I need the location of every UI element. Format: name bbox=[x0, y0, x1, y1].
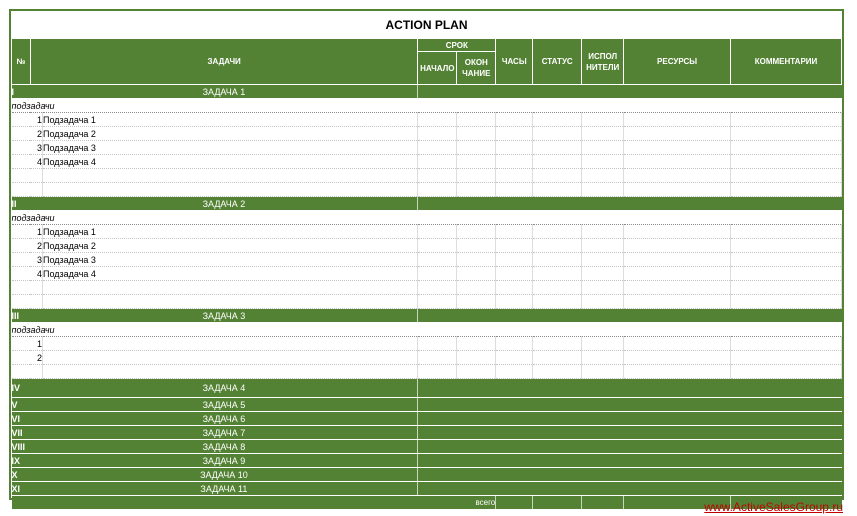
subtask-cell[interactable] bbox=[418, 169, 457, 183]
subtasks-caption: подзадачи bbox=[12, 323, 842, 337]
subtask-cell[interactable] bbox=[731, 337, 842, 351]
subtask-cell[interactable] bbox=[533, 183, 582, 197]
subtask-spacer bbox=[12, 281, 31, 295]
subtask-index bbox=[30, 295, 42, 309]
subtask-spacer bbox=[12, 225, 31, 239]
subtask-cell[interactable] bbox=[533, 225, 582, 239]
task-name: ЗАДАЧА 7 bbox=[30, 426, 417, 440]
subtask-cell[interactable] bbox=[624, 225, 731, 239]
task-row bbox=[12, 454, 842, 468]
subtask-index: 2 bbox=[30, 239, 42, 253]
subtask-spacer bbox=[12, 253, 31, 267]
subtask-row bbox=[12, 337, 842, 351]
task-name: ЗАДАЧА 8 bbox=[30, 440, 417, 454]
task-data-cells[interactable] bbox=[418, 426, 842, 440]
task-row bbox=[12, 398, 842, 412]
task-number: I bbox=[12, 85, 31, 99]
subtask-cell[interactable] bbox=[418, 155, 457, 169]
subtask-row bbox=[12, 351, 842, 365]
subtask-cell[interactable] bbox=[418, 183, 457, 197]
subtask-cell[interactable] bbox=[457, 183, 496, 197]
subtask-index bbox=[30, 281, 42, 295]
subtask-cell[interactable] bbox=[418, 253, 457, 267]
subtask-cell[interactable] bbox=[496, 141, 533, 155]
col-header-status: СТАТУС bbox=[533, 39, 582, 85]
subtask-label[interactable]: Подзадача 1 bbox=[42, 113, 417, 127]
subtask-spacer bbox=[12, 127, 31, 141]
subtask-cell[interactable] bbox=[418, 113, 457, 127]
task-data-cells[interactable] bbox=[418, 440, 842, 454]
subtask-cell[interactable] bbox=[624, 295, 731, 309]
subtask-cell[interactable] bbox=[457, 225, 496, 239]
subtask-spacer bbox=[12, 351, 31, 365]
subtask-cell[interactable] bbox=[731, 127, 842, 141]
col-header-resources: РЕСУРСЫ bbox=[624, 39, 731, 85]
subtask-label[interactable]: Подзадача 2 bbox=[42, 239, 417, 253]
subtask-cell[interactable] bbox=[624, 183, 731, 197]
subtask-cell[interactable] bbox=[731, 281, 842, 295]
col-header-executors-line1: ИСПОЛ bbox=[588, 51, 618, 61]
sheet-title: ACTION PLAN bbox=[385, 18, 468, 32]
task-number: VI bbox=[12, 412, 31, 426]
col-header-end bbox=[457, 52, 496, 85]
subtask-cell[interactable] bbox=[496, 113, 533, 127]
subtask-cell[interactable] bbox=[582, 127, 624, 141]
subtask-cell[interactable] bbox=[457, 253, 496, 267]
subtask-cell[interactable] bbox=[457, 337, 496, 351]
subtask-label[interactable] bbox=[42, 295, 417, 309]
subtask-cell[interactable] bbox=[533, 155, 582, 169]
subtask-cell[interactable] bbox=[533, 351, 582, 365]
subtask-cell[interactable] bbox=[418, 337, 457, 351]
task-number: IV bbox=[12, 379, 31, 398]
subtask-cell[interactable] bbox=[624, 239, 731, 253]
subtask-spacer bbox=[12, 183, 31, 197]
subtask-cell[interactable] bbox=[582, 351, 624, 365]
task-name: ЗАДАЧА 1 bbox=[30, 85, 417, 99]
subtask-row bbox=[12, 127, 842, 141]
task-name: ЗАДАЧА 3 bbox=[30, 309, 417, 323]
subtask-index bbox=[30, 169, 42, 183]
col-header-tasks: ЗАДАЧИ bbox=[30, 39, 417, 85]
subtask-row bbox=[12, 225, 842, 239]
subtask-cell[interactable] bbox=[731, 225, 842, 239]
subtask-label[interactable]: Подзадача 4 bbox=[42, 155, 417, 169]
subtasks-caption-row bbox=[12, 323, 842, 337]
subtask-label[interactable] bbox=[42, 337, 417, 351]
subtask-label[interactable] bbox=[42, 351, 417, 365]
subtask-label[interactable]: Подзадача 3 bbox=[42, 253, 417, 267]
task-number: VII bbox=[12, 426, 31, 440]
subtask-cell[interactable] bbox=[418, 365, 457, 379]
subtask-row bbox=[12, 141, 842, 155]
col-header-deadline: СРОК bbox=[418, 39, 496, 52]
subtask-cell[interactable] bbox=[624, 169, 731, 183]
subtask-cell[interactable] bbox=[624, 351, 731, 365]
task-number: VIII bbox=[12, 440, 31, 454]
task-name: ЗАДАЧА 11 bbox=[30, 482, 417, 496]
task-number: IX bbox=[12, 454, 31, 468]
subtask-label[interactable] bbox=[42, 281, 417, 295]
col-header-executors bbox=[582, 39, 624, 85]
task-number: III bbox=[12, 309, 31, 323]
subtask-cell[interactable] bbox=[457, 295, 496, 309]
subtask-cell[interactable] bbox=[624, 281, 731, 295]
subtask-cell[interactable] bbox=[533, 295, 582, 309]
subtask-index: 4 bbox=[30, 155, 42, 169]
total-label: всего bbox=[418, 496, 496, 509]
task-row bbox=[12, 379, 842, 398]
subtask-cell[interactable] bbox=[582, 239, 624, 253]
subtask-index: 4 bbox=[30, 267, 42, 281]
subtask-index bbox=[30, 183, 42, 197]
task-data-cells[interactable] bbox=[418, 197, 842, 211]
subtask-cell[interactable] bbox=[582, 169, 624, 183]
subtask-cell[interactable] bbox=[496, 281, 533, 295]
task-name: ЗАДАЧА 9 bbox=[30, 454, 417, 468]
subtask-label[interactable] bbox=[42, 169, 417, 183]
task-data-cells[interactable] bbox=[418, 398, 842, 412]
subtask-cell[interactable] bbox=[624, 155, 731, 169]
subtask-cell[interactable] bbox=[731, 365, 842, 379]
subtask-cell[interactable] bbox=[731, 253, 842, 267]
task-data-cells[interactable] bbox=[418, 468, 842, 482]
task-name: ЗАДАЧА 2 bbox=[30, 197, 417, 211]
subtask-row bbox=[12, 253, 842, 267]
subtask-cell[interactable] bbox=[496, 239, 533, 253]
col-header-end-line1: ОКОН bbox=[464, 58, 488, 67]
table-bottom-area bbox=[11, 481, 842, 498]
col-header-hours: ЧАСЫ bbox=[496, 39, 533, 85]
subtask-cell[interactable] bbox=[582, 281, 624, 295]
task-data-cells[interactable] bbox=[418, 454, 842, 468]
subtask-cell[interactable] bbox=[624, 267, 731, 281]
task-row bbox=[12, 309, 842, 323]
subtasks-caption-row bbox=[12, 99, 842, 113]
task-data-cells[interactable] bbox=[418, 85, 842, 99]
footer-link[interactable]: www.ActiveSalesGroup.ru bbox=[704, 500, 843, 514]
subtask-cell[interactable] bbox=[533, 239, 582, 253]
subtask-row bbox=[12, 113, 842, 127]
subtask-cell[interactable] bbox=[457, 365, 496, 379]
subtask-cell[interactable] bbox=[418, 141, 457, 155]
subtask-cell[interactable] bbox=[457, 127, 496, 141]
subtask-row bbox=[12, 155, 842, 169]
subtask-index: 3 bbox=[30, 253, 42, 267]
subtask-cell[interactable] bbox=[496, 267, 533, 281]
subtask-cell[interactable] bbox=[496, 295, 533, 309]
subtask-index: 1 bbox=[30, 337, 42, 351]
subtask-index bbox=[30, 365, 42, 379]
subtask-cell[interactable] bbox=[731, 141, 842, 155]
subtask-cell[interactable] bbox=[457, 239, 496, 253]
task-row bbox=[12, 197, 842, 211]
action-plan-table bbox=[11, 38, 842, 509]
subtask-cell[interactable] bbox=[457, 281, 496, 295]
subtask-label[interactable] bbox=[42, 365, 417, 379]
subtask-cell[interactable] bbox=[731, 351, 842, 365]
subtask-spacer bbox=[12, 155, 31, 169]
task-name: ЗАДАЧА 5 bbox=[30, 398, 417, 412]
task-row bbox=[12, 468, 842, 482]
task-number: XI bbox=[12, 482, 31, 496]
subtask-cell[interactable] bbox=[624, 337, 731, 351]
subtask-cell[interactable] bbox=[533, 141, 582, 155]
subtask-cell[interactable] bbox=[496, 183, 533, 197]
subtask-cell[interactable] bbox=[582, 113, 624, 127]
subtask-cell[interactable] bbox=[457, 267, 496, 281]
subtask-cell[interactable] bbox=[731, 295, 842, 309]
subtask-cell[interactable] bbox=[731, 183, 842, 197]
header-row bbox=[12, 39, 842, 52]
task-number: X bbox=[12, 468, 31, 482]
subtask-cell[interactable] bbox=[533, 169, 582, 183]
task-number: II bbox=[12, 197, 31, 211]
subtask-cell[interactable] bbox=[496, 169, 533, 183]
subtask-label[interactable]: Подзадача 2 bbox=[42, 127, 417, 141]
task-name: ЗАДАЧА 6 bbox=[30, 412, 417, 426]
subtask-spacer bbox=[12, 295, 31, 309]
task-number: V bbox=[12, 398, 31, 412]
subtask-cell[interactable] bbox=[582, 183, 624, 197]
subtask-cell[interactable] bbox=[418, 225, 457, 239]
subtask-label[interactable]: Подзадача 3 bbox=[42, 141, 417, 155]
subtask-row bbox=[12, 295, 842, 309]
subtask-cell[interactable] bbox=[582, 337, 624, 351]
task-data-cells[interactable] bbox=[418, 412, 842, 426]
subtask-cell[interactable] bbox=[582, 225, 624, 239]
subtask-cell[interactable] bbox=[731, 239, 842, 253]
subtasks-caption-row bbox=[12, 211, 842, 225]
subtask-cell[interactable] bbox=[418, 127, 457, 141]
subtask-row bbox=[12, 169, 842, 183]
col-header-start: НАЧАЛО bbox=[418, 52, 457, 85]
task-name: ЗАДАЧА 10 bbox=[30, 468, 417, 482]
subtask-spacer bbox=[12, 267, 31, 281]
subtask-cell[interactable] bbox=[582, 267, 624, 281]
subtask-cell[interactable] bbox=[533, 253, 582, 267]
subtask-label[interactable] bbox=[42, 183, 417, 197]
subtask-cell[interactable] bbox=[533, 113, 582, 127]
subtask-cell[interactable] bbox=[624, 253, 731, 267]
subtask-row bbox=[12, 239, 842, 253]
subtasks-caption: подзадачи bbox=[12, 211, 842, 225]
subtask-row bbox=[12, 183, 842, 197]
subtask-spacer bbox=[12, 141, 31, 155]
subtask-cell[interactable] bbox=[731, 169, 842, 183]
subtask-cell[interactable] bbox=[418, 295, 457, 309]
col-header-executors-line2: НИТЕЛИ bbox=[586, 62, 620, 72]
subtask-cell[interactable] bbox=[533, 337, 582, 351]
subtask-cell[interactable] bbox=[496, 365, 533, 379]
subtask-cell[interactable] bbox=[418, 351, 457, 365]
task-row bbox=[12, 412, 842, 426]
subtask-index: 2 bbox=[30, 351, 42, 365]
subtask-row bbox=[12, 281, 842, 295]
subtask-cell[interactable] bbox=[624, 365, 731, 379]
subtask-cell[interactable] bbox=[457, 141, 496, 155]
subtask-cell[interactable] bbox=[418, 239, 457, 253]
subtask-cell[interactable] bbox=[582, 141, 624, 155]
subtask-spacer bbox=[12, 337, 31, 351]
task-name: ЗАДАЧА 4 bbox=[30, 379, 417, 398]
subtask-cell[interactable] bbox=[496, 351, 533, 365]
subtask-spacer bbox=[12, 365, 31, 379]
task-data-cells[interactable] bbox=[418, 309, 842, 323]
subtask-index: 3 bbox=[30, 141, 42, 155]
subtask-cell[interactable] bbox=[418, 281, 457, 295]
subtask-cell[interactable] bbox=[582, 365, 624, 379]
col-header-num: № bbox=[12, 39, 31, 85]
subtask-cell[interactable] bbox=[496, 253, 533, 267]
subtask-cell[interactable] bbox=[496, 127, 533, 141]
subtask-cell[interactable] bbox=[496, 225, 533, 239]
subtask-row bbox=[12, 365, 842, 379]
subtask-cell[interactable] bbox=[582, 155, 624, 169]
subtask-cell[interactable] bbox=[533, 281, 582, 295]
subtask-cell[interactable] bbox=[496, 337, 533, 351]
subtask-cell[interactable] bbox=[457, 169, 496, 183]
subtask-cell[interactable] bbox=[533, 127, 582, 141]
subtasks-caption: подзадачи bbox=[12, 99, 842, 113]
task-row bbox=[12, 85, 842, 99]
subtask-spacer bbox=[12, 239, 31, 253]
subtask-index: 2 bbox=[30, 127, 42, 141]
task-data-cells[interactable] bbox=[418, 379, 842, 398]
col-header-end-line2: ЧАНИЕ bbox=[462, 69, 491, 78]
subtask-cell[interactable] bbox=[457, 155, 496, 169]
subtask-cell[interactable] bbox=[582, 295, 624, 309]
subtask-label[interactable]: Подзадача 1 bbox=[42, 225, 417, 239]
subtask-cell[interactable] bbox=[533, 365, 582, 379]
subtask-cell[interactable] bbox=[731, 113, 842, 127]
subtask-cell[interactable] bbox=[731, 155, 842, 169]
col-header-comments: КОММЕНТАРИИ bbox=[731, 39, 842, 85]
subtask-cell[interactable] bbox=[624, 141, 731, 155]
subtask-cell[interactable] bbox=[457, 113, 496, 127]
task-row bbox=[12, 440, 842, 454]
subtask-cell[interactable] bbox=[624, 127, 731, 141]
subtask-label[interactable]: Подзадача 4 bbox=[42, 267, 417, 281]
subtask-cell[interactable] bbox=[624, 113, 731, 127]
subtask-cell[interactable] bbox=[457, 351, 496, 365]
subtask-cell[interactable] bbox=[582, 253, 624, 267]
subtask-cell[interactable] bbox=[418, 267, 457, 281]
subtask-spacer bbox=[12, 169, 31, 183]
subtask-row bbox=[12, 267, 842, 281]
subtask-cell[interactable] bbox=[731, 267, 842, 281]
subtask-spacer bbox=[12, 113, 31, 127]
subtask-cell[interactable] bbox=[496, 155, 533, 169]
subtask-index: 1 bbox=[30, 225, 42, 239]
task-row bbox=[12, 426, 842, 440]
subtask-cell[interactable] bbox=[533, 267, 582, 281]
subtask-index: 1 bbox=[30, 113, 42, 127]
